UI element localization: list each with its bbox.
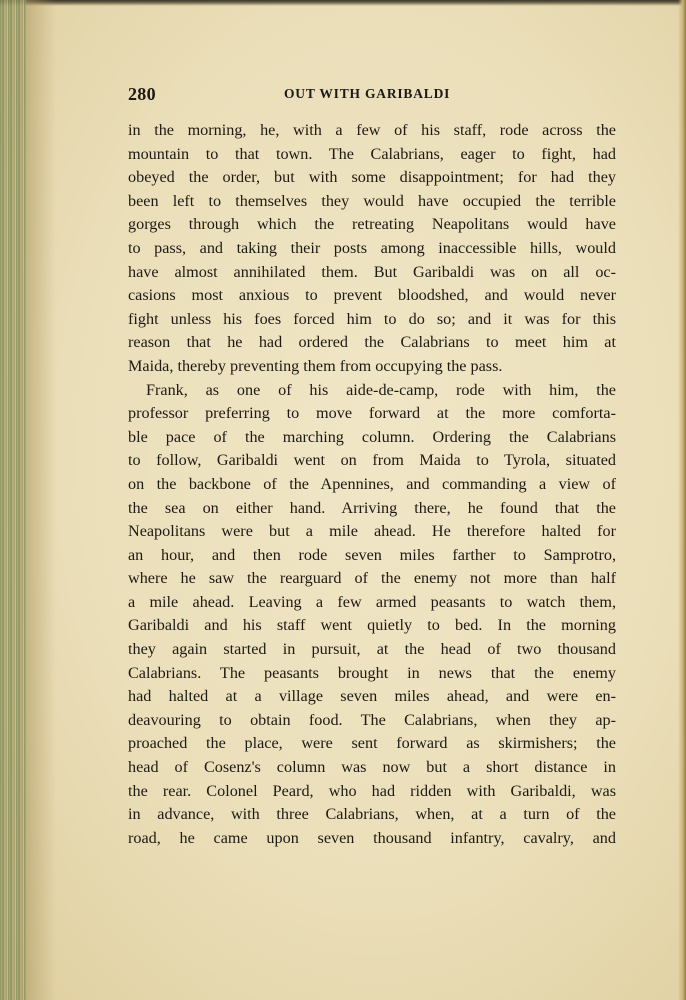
text-line: fight unless his foes forced him to do so; and it was for this <box>128 309 616 328</box>
text-line: road, he came upon seven thousand infantry, cavalry, and <box>128 828 616 847</box>
text-line: an hour, and then rode seven miles farther to Samprotro, <box>128 545 616 564</box>
text-line: mountain to that town. The Calabrians, eager to fight, had <box>128 144 616 163</box>
text-line: Calabrians. The peasants brought in news that the enemy <box>128 663 616 682</box>
top-edge-shadow <box>0 0 686 6</box>
text-line: on the backbone of the Apennines, and commanding a view of <box>128 474 616 493</box>
text-line: in the morning, he, with a few of his staff, rode across the <box>128 121 616 139</box>
text-line: proached the place, were sent forward as skirmishers; the <box>128 734 616 753</box>
text-line: had halted at a village seven miles ahead, and were en- <box>128 687 616 706</box>
text-line: to pass, and taking their posts among inaccessible hills, would <box>128 238 616 257</box>
book-spine <box>0 0 26 1000</box>
text-line: head of Cosenz's column was now but a short distance in <box>128 758 616 777</box>
text-line: casions most anxious to prevent bloodshed, and would never <box>128 286 616 305</box>
text-line: to follow, Garibaldi went on from Maida to Tyrola, situated <box>128 451 616 470</box>
text-line: Garibaldi and his staff went quietly to bed. In the morning <box>128 616 616 635</box>
text-line: reason that he had ordered the Calabrians to meet him at <box>128 333 616 352</box>
text-line: deavouring to obtain food. The Calabrians, when they ap- <box>128 710 616 729</box>
text-line: have almost annihilated them. But Garibaldi was on all oc- <box>128 262 616 281</box>
text-line: Neapolitans were but a mile ahead. He therefore halted for <box>128 522 616 541</box>
page-number: 280 <box>128 84 156 104</box>
text-line: Maida, thereby preventing them from occupying the pass. <box>128 356 503 375</box>
text-line: the sea on either hand. Arriving there, he found that the <box>128 498 616 517</box>
page-right-edge <box>678 0 686 1000</box>
text-line: ble pace of the marching column. Ordering the Calabrians <box>128 427 616 446</box>
text-line: obeyed the order, but with some disappointment; for had they <box>128 168 616 187</box>
text-line: gorges through which the retreating Neapolitans would have <box>128 215 616 234</box>
running-head: OUT WITH GARIBALDI <box>284 86 451 101</box>
text-line: in advance, with three Calabrians, when, at a turn of the <box>128 805 616 824</box>
text-line: a mile ahead. Leaving a few armed peasants to watch them, <box>128 592 616 611</box>
text-line: professor preferring to move forward at the more comforta- <box>128 404 616 423</box>
text-line: where he saw the rearguard of the enemy not more than half <box>128 569 616 588</box>
gutter-shadow <box>26 0 56 1000</box>
text-line: been left to themselves they would have occupied the terrible <box>128 191 616 210</box>
text-line: Frank, as one of his aide-de-camp, rode with him, the <box>146 380 616 399</box>
text-line: they again started in pursuit, at the head of two thousand <box>128 640 616 659</box>
text-line: the rear. Colonel Peard, who had ridden with Garibaldi, was <box>128 781 616 800</box>
body-text <box>128 119 616 850</box>
page-header <box>128 84 616 108</box>
